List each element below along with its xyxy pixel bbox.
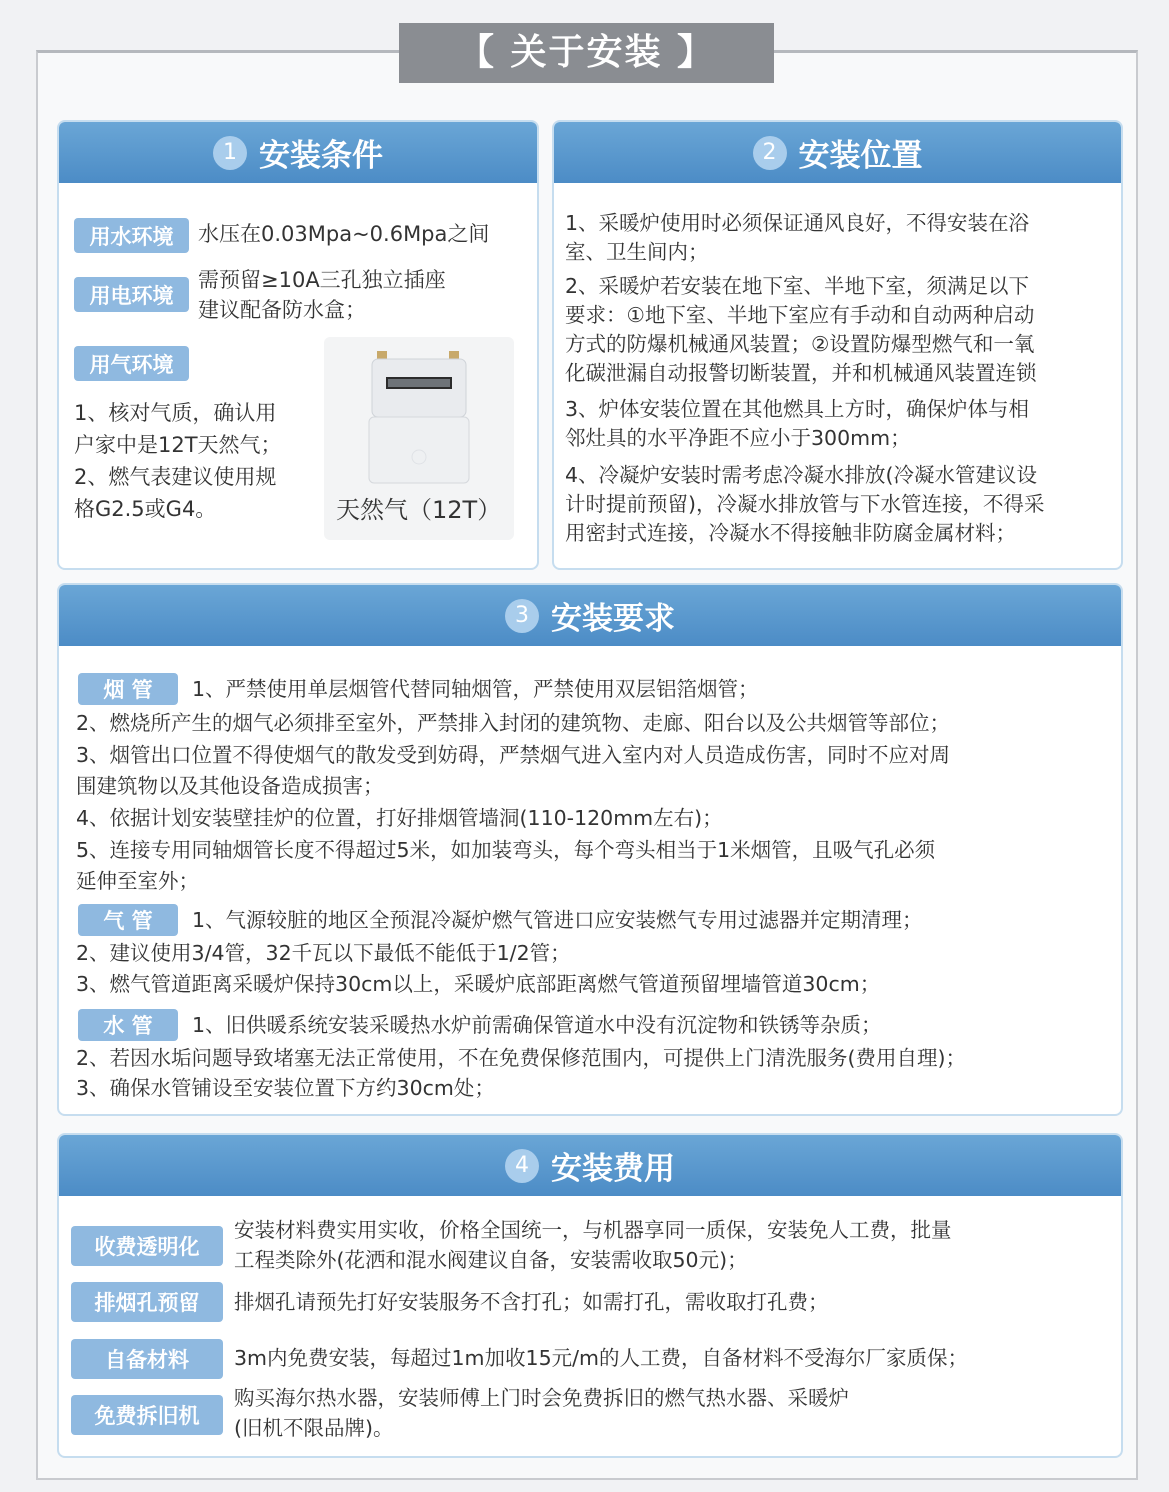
card-title: 安装位置 [798,138,923,174]
card-title: 安装条件 [259,138,383,174]
fee-line: 购买海尔热水器，安装师傅上门时会免费拆旧的燃气热水器、采暖炉 [234,1386,849,1410]
meter-caption: 天然气（12T） [336,496,502,524]
card-install-fees [57,1133,1123,1458]
card-title: 安装费用 [551,1151,675,1187]
water-env-tag: 用水环境 [74,218,189,253]
water-pipe-tag: 水 管 [78,1009,178,1041]
location-line: 2、采暖炉若安装在地下室、半地下室，须满足以下 [565,274,1030,298]
location-line: 化碳泄漏自动报警切断装置，并和机械通风装置连锁 [565,361,1037,385]
location-line: 方式的防爆机械通风装置；②设置防爆型燃气和一氧 [565,332,1035,356]
card-header [554,122,1121,183]
fee-line: 3m内免费安装，每超过1m加收15元/m的人工费，自备材料不受海尔厂家质保； [234,1346,968,1370]
power-env-tag: 用电环境 [74,277,189,312]
fee-line: 排烟孔请预先打好安装服务不含打孔；如需打孔，需收取打孔费； [234,1290,829,1314]
gas-env-line: 2、燃气表建议使用规 [74,465,277,489]
requirement-line: 4、依据计划安装壁挂炉的位置，打好排烟管墙洞(110-120mm左右)； [76,806,723,830]
requirement-line: 2、燃烧所产生的烟气必须排至室外，严禁排入封闭的建筑物、走廊、阳台以及公共烟管等部位； [76,711,951,735]
gas-env-line: 1、核对气质，确认用 [74,401,277,425]
card-header [59,585,1121,646]
requirement-line: 2、建议使用3/4管，32千瓦以下最低不能低于1/2管； [76,941,571,965]
number-badge: 1 [213,136,247,170]
gas-env-tag: 用气环境 [74,346,189,381]
requirement-line: 1、严禁使用单层烟管代替同轴烟管，严禁使用双层铝箔烟管； [192,677,759,701]
fee-line: 工程类除外(花洒和混水阀建议自备，安装需收取50元)； [234,1248,748,1272]
gas-env-line: 户家中是12T天然气； [74,433,282,457]
location-line: 室、卫生间内； [565,240,709,264]
number-badge: 2 [753,136,787,170]
fee-tag-free-removal: 免费拆旧机 [71,1395,223,1435]
location-line: 邻灶具的水平净距不应小于300mm； [565,426,911,450]
requirement-line: 1、旧供暖系统安装采暖热水炉前需确保管道水中没有沉淀物和铁锈等杂质； [192,1013,882,1037]
location-line: 要求：①地下室、半地下室应有手动和自动两种启动 [565,303,1035,327]
fee-tag-own-material: 自备材料 [71,1339,223,1379]
location-line: 计时提前预留)，冷凝水排放管与下水管连接，不得采 [565,492,1045,516]
fee-tag-flue-hole: 排烟孔预留 [71,1282,223,1322]
fee-line: 安装材料费实用实收，价格全国统一，与机器享同一质保，安装免人工费，批量 [234,1218,952,1242]
gas-pipe-tag: 气 管 [78,904,178,936]
flue-pipe-tag: 烟 管 [78,673,178,705]
requirement-line: 3、确保水管铺设至安装位置下方约30cm处； [76,1076,495,1100]
card-install-location [552,120,1123,570]
gas-meter-icon [324,337,514,487]
number-badge: 3 [505,599,539,633]
card-install-conditions [57,120,539,570]
requirement-line: 2、若因水垢问题导致堵塞无法正常使用，不在免费保修范围内，可提供上门清洗服务(费用自理)； [76,1046,967,1070]
card-title: 安装要求 [551,601,675,637]
card-header [59,1135,1121,1196]
requirement-line: 1、气源较脏的地区全预混冷凝炉燃气管进口应安装燃气专用过滤器并定期清理； [192,908,923,932]
fee-line: (旧机不限品牌)。 [234,1416,394,1440]
requirement-line: 5、连接专用同轴烟管长度不得超过5米，如加装弯头，每个弯头相当于1米烟管，且吸气孔必须 [76,838,936,862]
page-title: 【 关于安装 】 [399,23,774,83]
fee-tag-transparent: 收费透明化 [71,1226,223,1266]
requirement-line: 3、烟管出口位置不得使烟气的散发受到妨碍，严禁烟气进入室内对人员造成伤害，同时不应对周 [76,743,951,767]
card-install-requirements [57,583,1123,1116]
location-line: 用密封式连接，冷凝水不得接触非防腐金属材料； [565,521,1016,545]
location-line: 4、冷凝炉安装时需考虑冷凝水排放(冷凝水管建议设 [565,463,1038,487]
requirement-line: 延伸至室外； [76,869,199,893]
location-line: 3、炉体安装位置在其他燃具上方时，确保炉体与相 [565,397,1030,421]
location-line: 1、采暖炉使用时必须保证通风良好，不得安装在浴 [565,211,1030,235]
card-header [59,122,537,183]
water-env-text: 水压在0.03Mpa~0.6Mpa之间 [198,222,490,246]
requirement-line: 3、燃气管道距离采暖炉保持30cm以上，采暖炉底部距离燃气管道预留埋墙管道30cm； [76,972,881,996]
power-env-line2: 建议配备防水盒； [198,298,366,322]
requirement-line: 围建筑物以及其他设备造成损害； [76,774,384,798]
gas-meter-image [324,337,514,540]
power-env-line1: 需预留≥10A三孔独立插座 [198,268,446,292]
number-badge: 4 [505,1149,539,1183]
gas-env-line: 格G2.5或G4。 [74,497,217,521]
